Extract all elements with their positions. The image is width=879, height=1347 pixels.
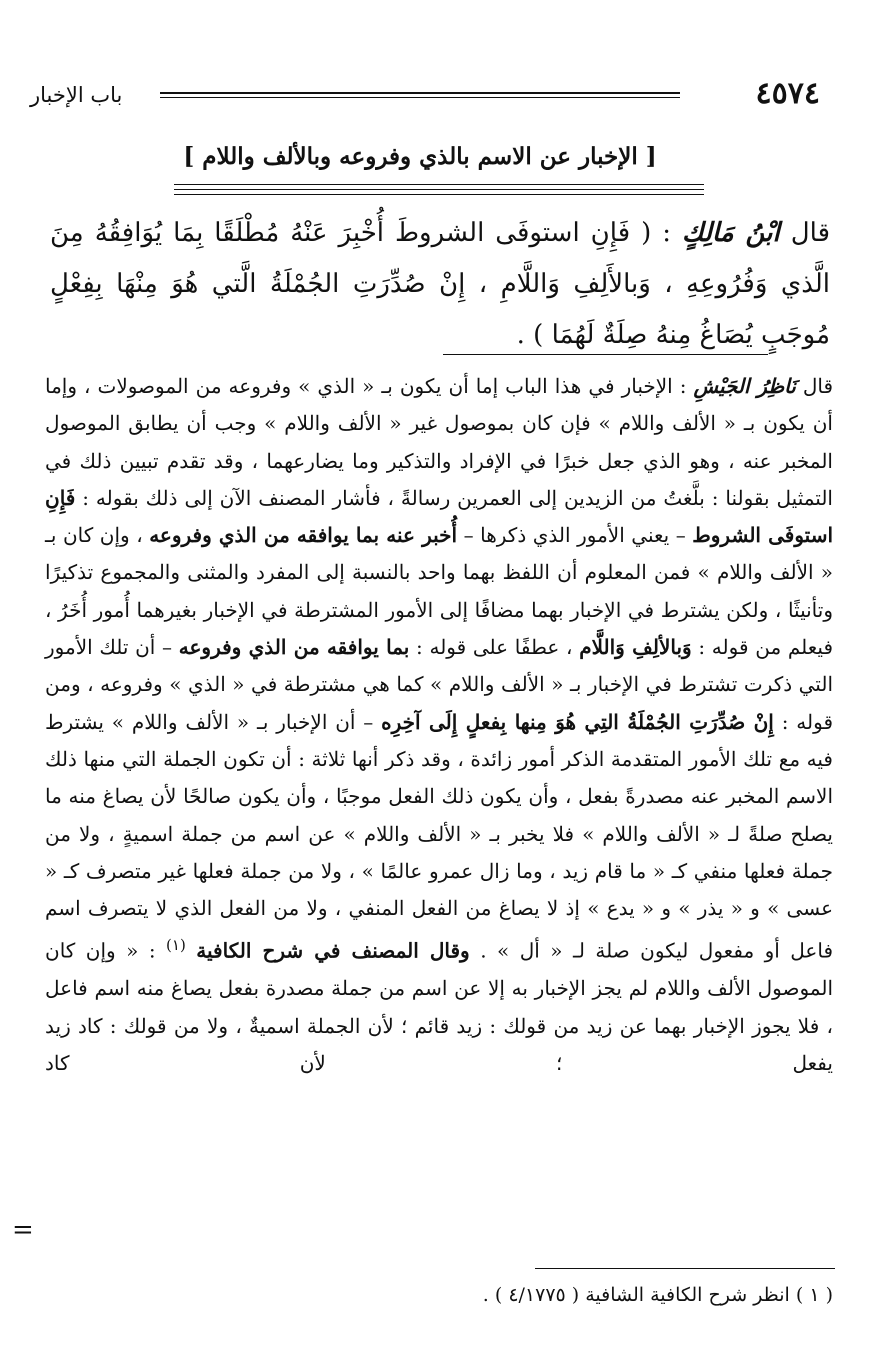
commentary-text: – أن الإخبار بـ « الألف واللام » يشترط فيه مع تلك الأمور المتقدمة الذكر أمور زائدة ، وقد ذكر أنها ثلاثة : أن تكون الجملة التي منها ذلك الاسم المخبر عنه مصدرةً بفعل ، وأن يكون ذلك الفعل موجبًا ، وأن يكون صالحًا لأن يصاغ منه ما يصلح صلةً لـ « الألف واللام » فلا يخبر بـ « الألف واللام » عن اسم من جملة اسميةٍ ، ولا من جملة فعلها منفي كـ « ما قام زيد ، وما زال عمرو عالمًا » ، ولا من جملة فعلها غير متصرف كـ « عسى » و « يذر » و « يدع » إذ لا يصاغ من الفعل المنفي ، ولا من الفعل الذي لا يتصرف اسم فاعل أو مفعول ليكون صلة لـ « أل » .: [45, 709, 834, 964]
matn-intro: قال: [790, 218, 830, 248]
commentary-text: – يعني الأمور الذي ذكرها –: [463, 523, 686, 548]
header-rule-thin: [160, 97, 680, 98]
commentary-text: ، وإن كان بـ « الألف واللام » فمن المعلوم أن اللفظ بهما واحد بالنسبة إلى المفرد والمثنى والمجموع تذكيرًا وتأنيثًا ، ولكن يشترط في الإخبار بهما مضافًا إلى الأمور المشترطة في الإخبار بغيرهما أُمور أُخَرُ ، فيعلم من قوله :: [45, 523, 834, 660]
matn-rule: [443, 354, 768, 355]
footnote-reference[interactable]: (١): [166, 936, 186, 955]
author-name-ibn-malik: ابْنُ مَالِكٍ: [682, 218, 780, 248]
commentary-intro: قال: [802, 374, 834, 398]
commentary-text: – أن تلك الأمور التي ذكرت تشترط في الإخبار بـ « الألف واللام » كما هي مشترطة في « الذي » وفروعه ، ومن قوله :: [45, 635, 834, 734]
matn-text: : ( فَإِنِ استوفَى الشروطَ أُخْبِرَ عَنْهُ مُطْلَقًا بِمَا يُوَافِقُهُ مِنَ الَّذي وَفُرُوعِهِ ، وَبالأَلِفِ وَاللَّامِ ، إِنْ صُدِّرَتِ الجُمْلَةُ الَّتي هُوَ مِنْهَا بِفِعْلٍ مُوجَبٍ يُصَاغُ مِنهُ صِلَةٌ لَهُمَا ) .: [50, 218, 830, 350]
continuation-mark: =: [12, 1215, 34, 1245]
quoted-phrase: إِنْ صُدِّرَتِ الجُمْلَةُ التِي هُوَ مِنها بِفعلٍ إِلَى آخِرِه: [381, 709, 774, 734]
title-underline: [174, 184, 704, 199]
matn-paragraph: [50, 208, 830, 361]
quoted-phrase: فَإِنِ استوفَى الشروط: [45, 485, 834, 548]
quoted-phrase: وقال المصنف في شرح الكافية: [196, 939, 470, 964]
commentary-text: : الإخبار في هذا الباب إما أن يكون بـ « الذي » وفروعه من الموصولات ، وإما أن يكون بـ « الألف واللام » فإن كان بموصول غير « الألف واللام » وجب أن يطابق الموصول المخبر عنه ، وهو الذي جعل خبرًا في الإفراد والتذكير وما يضارعهما ، وقد تقدم تبيين ذلك في التمثيل بقولنا : بلَّغتُ من الزيدين إلى العمرين رسالةً ، فأشار المصنف الآن إلى ذلك بقوله :: [45, 374, 833, 510]
author-name-nazir-al-jaysh: نَاظِرُ الجَيْشِ: [693, 374, 796, 398]
footnote: ( ١ ) انظر شرح الكافية الشافية ( ٤/١٧٧٥ ) .: [482, 1284, 833, 1306]
running-header: [30, 76, 820, 116]
commentary-text: : « وإن كان الموصول الألف واللام لم يجز الإخبار به إلا عن اسم من جملة مصدرة بفعل يصاغ منه اسم فاعل ، فلا يجوز الإخبار بهما عن زيد من قولك : زيد قائم ؛ لأن الجملة اسميةٌ ، ولا من قولك : كاد زيد يفعل ؛ لأن كاد: [45, 939, 833, 1075]
header-rule: [160, 92, 680, 94]
quoted-phrase: وَبالألِفِ وَاللَّام: [579, 635, 692, 660]
quoted-phrase: بما يوافقه من الذي وفروعه: [178, 635, 410, 660]
commentary-text: ، عطفًا على قوله :: [416, 635, 573, 660]
quoted-phrase: أُخبر عنه بما يوافقه من الذي وفروعه: [149, 523, 458, 548]
page-number: ٤٥٧٤: [755, 76, 820, 111]
footnote-rule: [535, 1268, 835, 1269]
chapter-title: [ الإخبار عن الاسم بالذي وفروعه وبالألف واللام ]: [183, 143, 657, 170]
running-title: باب الإخبار: [30, 83, 123, 107]
commentary-paragraph: [45, 368, 833, 1082]
